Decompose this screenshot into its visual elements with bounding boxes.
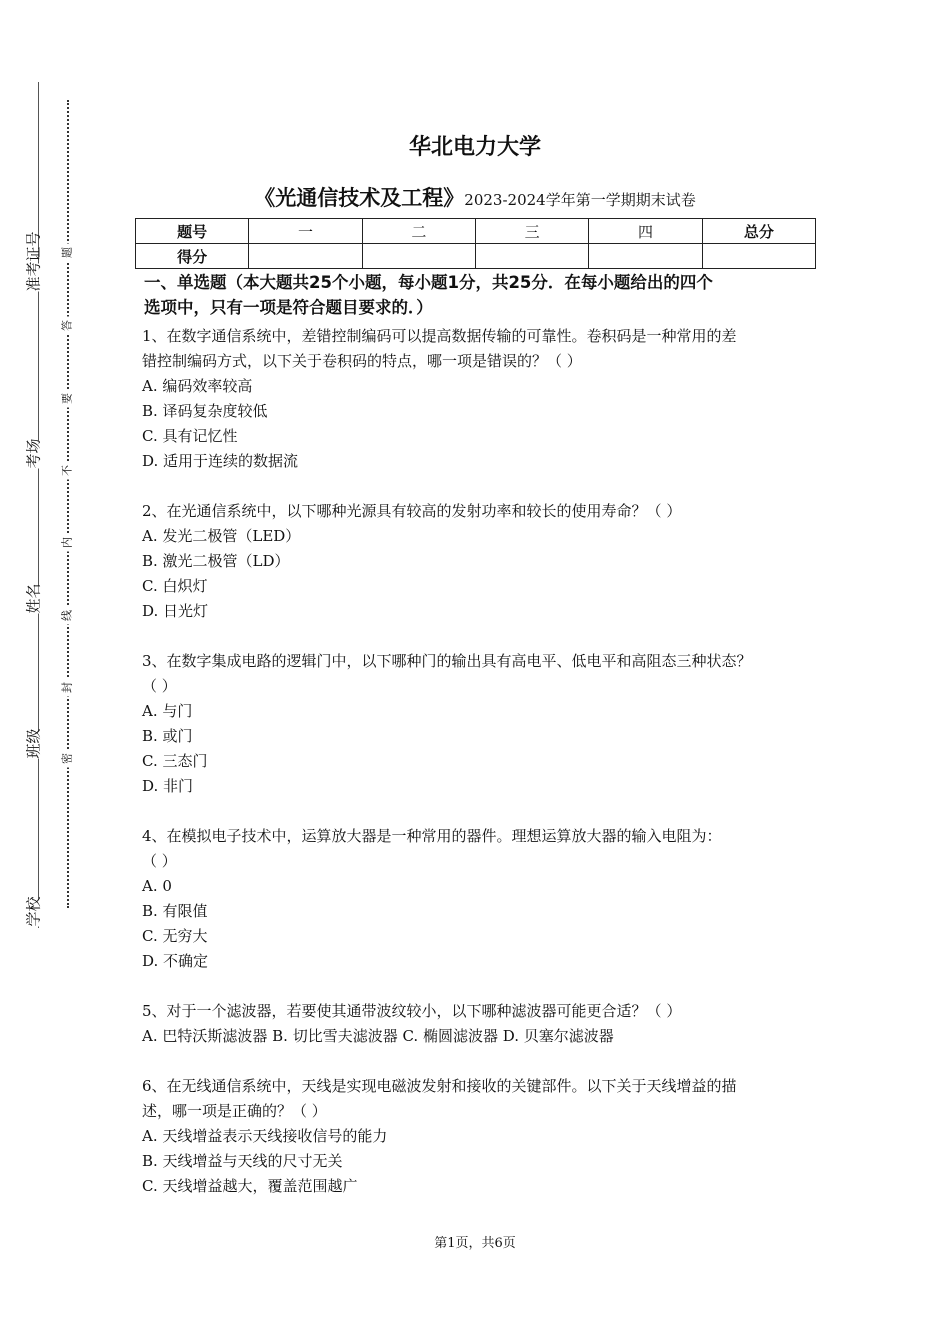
seal-dotted-line: [67, 100, 69, 908]
question-5: [142, 999, 818, 1049]
question-stem: 3、在数字集成电路的逻辑门中，以下哪种门的输出具有高电平、低电平和高阻态三种状态？: [142, 652, 752, 670]
options-line: A. 巴特沃斯滤波器 B. 切比雪夫滤波器 C. 椭圆滤波器 D. 贝塞尔滤波器: [142, 1027, 614, 1045]
option-d: D. 不确定: [142, 952, 209, 970]
score-header-cell: 三: [475, 219, 588, 244]
question-stem: 6、在无线通信系统中，天线是实现电磁波发射和接收的关键部件。以下关于天线增益的描: [142, 1077, 737, 1095]
question-stem: 述，哪一项是正确的？（ ）: [142, 1102, 327, 1120]
question-stem: 1、在数字通信系统中，差错控制编码可以提高数据传输的可靠性。卷积码是一种常用的差: [142, 327, 737, 345]
class-label: 班级: [24, 728, 43, 759]
exam-title: [0, 182, 950, 212]
score-cell[interactable]: [589, 244, 702, 269]
score-header-cell: 四: [589, 219, 702, 244]
score-header-cell: 总分: [702, 219, 815, 244]
seal-char: 内: [62, 534, 73, 552]
page-footer: 第1页，共6页: [434, 1236, 516, 1251]
option-a: A. 0: [142, 877, 172, 895]
seal-char: 封: [62, 679, 73, 697]
option-a: A. 发光二极管（LED）: [142, 527, 301, 545]
score-table-score-row: [136, 244, 816, 269]
option-b: B. 天线增益与天线的尺寸无关: [142, 1152, 343, 1170]
question-stem: （ ）: [142, 677, 177, 695]
school-label: 学校: [24, 896, 43, 927]
section-heading: [144, 270, 818, 320]
option-b: B. 激光二极管（LD）: [142, 552, 290, 570]
score-header-cell: 一: [249, 219, 362, 244]
option-c: C. 白炽灯: [142, 577, 208, 595]
score-cell[interactable]: [475, 244, 588, 269]
score-header-cell: 题号: [136, 219, 249, 244]
option-c: C. 无穷大: [142, 927, 208, 945]
question-stem: 5、对于一个滤波器，若要使其通带波纹较小，以下哪种滤波器可能更合适？（ ）: [142, 1002, 682, 1020]
option-a: A. 与门: [142, 702, 193, 720]
name-label: 姓名: [24, 583, 43, 614]
course-name: 《光通信技术及工程》: [254, 186, 465, 210]
section-heading-line: 选项中，只有一项是符合题目要求的．）: [144, 298, 433, 317]
question-6: [142, 1074, 818, 1199]
question-4: [142, 824, 818, 974]
question-stem: 错控制编码方式，以下关于卷积码的特点，哪一项是错误的？（ ）: [142, 352, 582, 370]
score-table: [135, 218, 816, 269]
seal-char: 题: [62, 244, 73, 262]
score-cell[interactable]: [362, 244, 475, 269]
seal-char: 不: [62, 462, 73, 480]
option-d: D. 适用于连续的数据流: [142, 452, 299, 470]
exam-subtitle: 2023-2024学年第一学期期末试卷: [464, 191, 696, 209]
seal-char: 要: [62, 390, 73, 408]
option-d: D. 日光灯: [142, 602, 209, 620]
seal-char: 答: [62, 317, 73, 335]
question-stem: （ ）: [142, 852, 177, 870]
question-3: [142, 649, 818, 799]
exam-id-label: 准考证号: [24, 231, 43, 292]
option-d: D. 非门: [142, 777, 194, 795]
seal-char: 密: [62, 750, 73, 768]
seal-char: 线: [62, 607, 73, 625]
university-title: 华北电力大学: [408, 135, 541, 160]
score-table-header-row: [136, 219, 816, 244]
question-2: [142, 499, 818, 624]
question-body: [142, 270, 818, 1199]
option-b: B. 有限值: [142, 902, 208, 920]
option-b: B. 或门: [142, 727, 193, 745]
option-c: C. 天线增益越大，覆盖范围越广: [142, 1177, 358, 1195]
option-a: A. 天线增益表示天线接收信号的能力: [142, 1127, 388, 1145]
score-cell[interactable]: [702, 244, 815, 269]
option-c: C. 具有记忆性: [142, 427, 238, 445]
question-stem: 2、在光通信系统中，以下哪种光源具有较高的发射功率和较长的使用寿命？（ ）: [142, 502, 682, 520]
score-cell[interactable]: [249, 244, 362, 269]
option-b: B. 译码复杂度较低: [142, 402, 268, 420]
score-header-cell: 二: [362, 219, 475, 244]
score-row-label: 得分: [136, 244, 249, 269]
option-c: C. 三态门: [142, 752, 208, 770]
question-1: [142, 324, 818, 474]
question-stem: 4、在模拟电子技术中，运算放大器是一种常用的器件。理想运算放大器的输入电阻为：: [142, 827, 722, 845]
option-a: A. 编码效率较高: [142, 377, 253, 395]
section-heading-line: 一、单选题（本大题共25个小题，每小题1分，共25分．在每小题给出的四个: [144, 273, 713, 292]
exam-room-label: 考场: [24, 438, 43, 469]
